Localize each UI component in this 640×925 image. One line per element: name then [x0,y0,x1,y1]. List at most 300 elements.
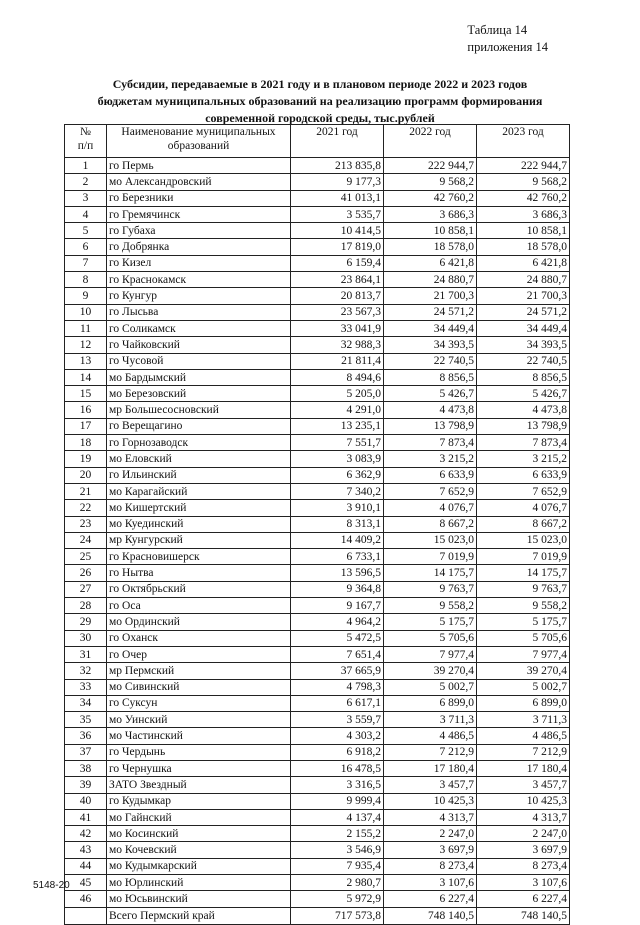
table-row [65,777,570,793]
value-2023: 13 798,9 [477,418,570,434]
table-row [65,190,570,206]
value-2023: 42 760,2 [477,190,570,206]
municipality-name: го Оса [107,598,291,614]
value-2023: 39 270,4 [477,663,570,679]
value-2023: 8 856,5 [477,369,570,385]
row-number: 26 [65,565,107,581]
value-2021: 13 596,5 [291,565,384,581]
municipality-name: мо Александровский [107,174,291,190]
municipality-name: мр Пермский [107,663,291,679]
municipality-name: мо Юсьвинский [107,891,291,907]
value-2022: 17 180,4 [384,760,477,776]
municipality-name: го Горнозаводск [107,435,291,451]
table-row [65,402,570,418]
row-number: 11 [65,320,107,336]
table-row [65,418,570,434]
municipality-name: мо Куединский [107,516,291,532]
value-2023: 7 212,9 [477,744,570,760]
row-number: 42 [65,826,107,842]
row-number: 14 [65,369,107,385]
value-2021: 5 972,9 [291,891,384,907]
value-2023: 6 227,4 [477,891,570,907]
table-row [65,467,570,483]
value-2023: 17 180,4 [477,760,570,776]
value-2021: 23 567,3 [291,304,384,320]
title-line-2: бюджетам муниципальных образований на реализацию программ формирования [97,94,543,108]
value-2023: 34 449,4 [477,320,570,336]
row-number: 40 [65,793,107,809]
value-2023: 3 711,3 [477,712,570,728]
value-2023: 4 076,7 [477,500,570,516]
row-number: 33 [65,679,107,695]
row-number: 37 [65,744,107,760]
value-2022: 10 858,1 [384,223,477,239]
value-2022: 8 667,2 [384,516,477,532]
value-2021: 9 999,4 [291,793,384,809]
value-2022: 5 002,7 [384,679,477,695]
municipality-name: мо Карагайский [107,483,291,499]
value-2022: 2 247,0 [384,826,477,842]
value-2021: 2 155,2 [291,826,384,842]
table-row [65,875,570,891]
value-2022: 5 175,7 [384,614,477,630]
row-number: 36 [65,728,107,744]
value-2022: 9 558,2 [384,598,477,614]
table-row [65,760,570,776]
row-number: 27 [65,581,107,597]
table-row [65,614,570,630]
row-number: 7 [65,255,107,271]
table-row [65,712,570,728]
value-2021: 6 733,1 [291,549,384,565]
municipality-name: мо Юрлинский [107,875,291,891]
document-title [0,76,640,127]
table-row [65,369,570,385]
municipality-name: мо Уинский [107,712,291,728]
municipality-name: го Лысьва [107,304,291,320]
table-row [65,646,570,662]
table-row [65,451,570,467]
total-label: Всего Пермский край [107,907,291,924]
value-2022: 9 763,7 [384,581,477,597]
municipality-name: го Октябрьский [107,581,291,597]
municipality-name: ЗАТО Звездный [107,777,291,793]
value-2021: 4 303,2 [291,728,384,744]
value-2021: 7 340,2 [291,483,384,499]
row-number: 6 [65,239,107,255]
value-2021: 7 651,4 [291,646,384,662]
value-2022: 15 023,0 [384,532,477,548]
value-2021: 3 083,9 [291,451,384,467]
municipality-name: го Очер [107,646,291,662]
value-2022: 4 486,5 [384,728,477,744]
row-number: 45 [65,875,107,891]
value-2021: 6 159,4 [291,255,384,271]
municipality-name: мо Гайнский [107,809,291,825]
value-2021: 6 617,1 [291,695,384,711]
value-2022: 3 697,9 [384,842,477,858]
municipality-name: мо Ординский [107,614,291,630]
value-2021: 6 918,2 [291,744,384,760]
value-2021: 10 414,5 [291,223,384,239]
value-2023: 14 175,7 [477,565,570,581]
municipality-name: го Кизел [107,255,291,271]
value-2023: 7 873,4 [477,435,570,451]
municipality-name: мо Частинский [107,728,291,744]
table-body [65,158,570,925]
value-2023: 7 019,9 [477,549,570,565]
value-2021: 5 472,5 [291,630,384,646]
municipality-name: мр Большесосновский [107,402,291,418]
value-2021: 16 478,5 [291,760,384,776]
value-2022: 3 457,7 [384,777,477,793]
value-2021: 23 864,1 [291,272,384,288]
table-row [65,304,570,320]
value-2023: 18 578,0 [477,239,570,255]
value-2023: 8 273,4 [477,858,570,874]
value-2023: 9 558,2 [477,598,570,614]
value-2022: 7 977,4 [384,646,477,662]
column-header-number [65,125,107,158]
municipality-name: го Чусовой [107,353,291,369]
municipality-name: го Чайковский [107,337,291,353]
value-2023: 3 457,7 [477,777,570,793]
table-row [65,598,570,614]
municipality-name: мо Косинский [107,826,291,842]
row-number: 2 [65,174,107,190]
value-2022: 8 856,5 [384,369,477,385]
value-2021: 3 546,9 [291,842,384,858]
value-2023: 4 486,5 [477,728,570,744]
row-number: 3 [65,190,107,206]
table-row [65,842,570,858]
table-row [65,858,570,874]
municipality-name: го Кудымкар [107,793,291,809]
row-number: 13 [65,353,107,369]
table-row [65,728,570,744]
column-header-name-line2: образований [167,140,230,152]
value-2022: 222 944,7 [384,158,477,174]
table-row [65,500,570,516]
column-header-name [107,125,291,158]
municipality-name: мр Кунгурский [107,532,291,548]
row-number: 34 [65,695,107,711]
table-row [65,206,570,222]
table-row [65,581,570,597]
row-number: 21 [65,483,107,499]
row-number: 29 [65,614,107,630]
municipality-name: го Чердынь [107,744,291,760]
table-header [65,125,570,158]
table-row [65,288,570,304]
value-2022: 6 633,9 [384,467,477,483]
value-2022: 5 705,6 [384,630,477,646]
table-row [65,630,570,646]
document-code: 5148-20 [33,880,70,891]
municipality-name: го Соликамск [107,320,291,336]
value-2022: 7 652,9 [384,483,477,499]
municipality-name: го Верещагино [107,418,291,434]
value-2021: 37 665,9 [291,663,384,679]
value-2021: 8 494,6 [291,369,384,385]
total-2022: 748 140,5 [384,907,477,924]
value-2022: 4 076,7 [384,500,477,516]
table-row [65,809,570,825]
table-row [65,272,570,288]
value-2023: 24 880,7 [477,272,570,288]
value-2021: 6 362,9 [291,467,384,483]
column-header-number-line1: № [80,126,91,138]
value-2022: 9 568,2 [384,174,477,190]
page-header [467,22,548,56]
title-line-3: современной городской среды, тыс.рублей [205,111,435,125]
table-row [65,695,570,711]
value-2023: 7 977,4 [477,646,570,662]
value-2023: 4 313,7 [477,809,570,825]
municipality-name: мо Березовский [107,386,291,402]
value-2021: 213 835,8 [291,158,384,174]
table-row [65,793,570,809]
value-2022: 6 899,0 [384,695,477,711]
table-row [65,744,570,760]
value-2022: 7 873,4 [384,435,477,451]
table-row [65,386,570,402]
municipality-name: го Пермь [107,158,291,174]
value-2023: 24 571,2 [477,304,570,320]
municipality-name: мо Сивинский [107,679,291,695]
value-2022: 4 473,8 [384,402,477,418]
table-row [65,565,570,581]
total-2021: 717 573,8 [291,907,384,924]
value-2021: 4 137,4 [291,809,384,825]
row-number: 44 [65,858,107,874]
value-2023: 7 652,9 [477,483,570,499]
header-row [65,125,570,158]
value-2022: 14 175,7 [384,565,477,581]
value-2021: 5 205,0 [291,386,384,402]
value-2023: 5 175,7 [477,614,570,630]
value-2021: 3 316,5 [291,777,384,793]
value-2023: 9 568,2 [477,174,570,190]
table-row [65,532,570,548]
row-number: 24 [65,532,107,548]
table-row [65,353,570,369]
row-number: 25 [65,549,107,565]
value-2023: 5 002,7 [477,679,570,695]
value-2023: 22 740,5 [477,353,570,369]
table-row [65,158,570,174]
row-number: 12 [65,337,107,353]
value-2023: 8 667,2 [477,516,570,532]
value-2021: 4 964,2 [291,614,384,630]
value-2022: 34 393,5 [384,337,477,353]
value-2022: 3 711,3 [384,712,477,728]
municipality-name: го Березники [107,190,291,206]
column-header-name-line1: Наименование муниципальных [121,126,276,138]
municipality-name: го Суксун [107,695,291,711]
table-row [65,549,570,565]
value-2022: 3 686,3 [384,206,477,222]
total-row [65,907,570,924]
value-2023: 9 763,7 [477,581,570,597]
value-2021: 13 235,1 [291,418,384,434]
value-2021: 8 313,1 [291,516,384,532]
row-number: 5 [65,223,107,239]
table-row [65,516,570,532]
municipality-name: го Краснокамск [107,272,291,288]
row-number: 18 [65,435,107,451]
value-2021: 9 364,8 [291,581,384,597]
row-number: 43 [65,842,107,858]
municipality-name: го Ильинский [107,467,291,483]
row-number: 10 [65,304,107,320]
value-2023: 5 705,6 [477,630,570,646]
value-2021: 4 798,3 [291,679,384,695]
value-2023: 15 023,0 [477,532,570,548]
municipality-name: го Добрянка [107,239,291,255]
value-2021: 4 291,0 [291,402,384,418]
value-2022: 13 798,9 [384,418,477,434]
value-2022: 21 700,3 [384,288,477,304]
value-2021: 3 910,1 [291,500,384,516]
row-number: 41 [65,809,107,825]
table-row [65,320,570,336]
value-2021: 14 409,2 [291,532,384,548]
row-number: 31 [65,646,107,662]
value-2023: 3 107,6 [477,875,570,891]
table-row [65,223,570,239]
value-2022: 7 212,9 [384,744,477,760]
table-number: Таблица 14 [467,23,528,37]
value-2022: 24 571,2 [384,304,477,320]
row-number: 15 [65,386,107,402]
value-2023: 10 858,1 [477,223,570,239]
table-row [65,826,570,842]
municipality-name: го Чернушка [107,760,291,776]
value-2021: 3 535,7 [291,206,384,222]
table-row [65,337,570,353]
municipality-name: го Губаха [107,223,291,239]
value-2023: 3 686,3 [477,206,570,222]
value-2021: 7 935,4 [291,858,384,874]
row-number: 46 [65,891,107,907]
row-number: 22 [65,500,107,516]
row-number: 19 [65,451,107,467]
value-2022: 22 740,5 [384,353,477,369]
row-number: 28 [65,598,107,614]
value-2022: 24 880,7 [384,272,477,288]
row-number: 38 [65,760,107,776]
value-2021: 2 980,7 [291,875,384,891]
value-2021: 17 819,0 [291,239,384,255]
value-2021: 41 013,1 [291,190,384,206]
total-2023: 748 140,5 [477,907,570,924]
municipality-name: го Нытва [107,565,291,581]
column-header-number-line2: п/п [77,140,94,152]
value-2023: 6 899,0 [477,695,570,711]
value-2022: 5 426,7 [384,386,477,402]
value-2022: 7 019,9 [384,549,477,565]
municipality-name: мо Еловский [107,451,291,467]
value-2023: 222 944,7 [477,158,570,174]
value-2022: 10 425,3 [384,793,477,809]
municipality-name: го Оханск [107,630,291,646]
appendix-number: приложения 14 [467,40,548,54]
row-number: 20 [65,467,107,483]
municipality-name: мо Кудымкарский [107,858,291,874]
row-number: 23 [65,516,107,532]
table-row [65,679,570,695]
value-2023: 6 633,9 [477,467,570,483]
value-2023: 3 215,2 [477,451,570,467]
table-row [65,239,570,255]
value-2023: 10 425,3 [477,793,570,809]
value-2023: 6 421,8 [477,255,570,271]
row-number: 32 [65,663,107,679]
municipality-name: мо Кочевский [107,842,291,858]
value-2023: 2 247,0 [477,826,570,842]
value-2021: 21 811,4 [291,353,384,369]
municipality-name: мо Кишертский [107,500,291,516]
table-row [65,255,570,271]
value-2022: 42 760,2 [384,190,477,206]
table-row [65,174,570,190]
value-2021: 20 813,7 [291,288,384,304]
column-header-2021: 2021 год [291,125,384,158]
value-2022: 6 227,4 [384,891,477,907]
value-2023: 3 697,9 [477,842,570,858]
row-number: 8 [65,272,107,288]
value-2021: 32 988,3 [291,337,384,353]
municipality-name: го Кунгур [107,288,291,304]
row-number: 35 [65,712,107,728]
row-number: 4 [65,206,107,222]
row-number: 39 [65,777,107,793]
value-2022: 18 578,0 [384,239,477,255]
value-2023: 34 393,5 [477,337,570,353]
value-2021: 33 041,9 [291,320,384,336]
municipality-name: го Гремячинск [107,206,291,222]
value-2021: 9 177,3 [291,174,384,190]
column-header-2023: 2023 год [477,125,570,158]
value-2022: 3 107,6 [384,875,477,891]
table-row [65,663,570,679]
row-number: 17 [65,418,107,434]
value-2022: 39 270,4 [384,663,477,679]
row-number: 1 [65,158,107,174]
row-number: 9 [65,288,107,304]
subsidies-table [64,124,570,925]
column-header-2022: 2022 год [384,125,477,158]
value-2021: 9 167,7 [291,598,384,614]
row-number: 16 [65,402,107,418]
value-2022: 3 215,2 [384,451,477,467]
value-2022: 34 449,4 [384,320,477,336]
table-row [65,435,570,451]
table-row [65,483,570,499]
value-2023: 21 700,3 [477,288,570,304]
municipality-name: го Красновишерск [107,549,291,565]
value-2022: 4 313,7 [384,809,477,825]
title-line-1: Субсидии, передаваемые в 2021 году и в плановом периоде 2022 и 2023 годов [112,77,528,91]
value-2021: 3 559,7 [291,712,384,728]
value-2023: 5 426,7 [477,386,570,402]
value-2021: 7 551,7 [291,435,384,451]
total-row-number [65,907,107,924]
municipality-name: мо Бардымский [107,369,291,385]
value-2022: 8 273,4 [384,858,477,874]
value-2022: 6 421,8 [384,255,477,271]
